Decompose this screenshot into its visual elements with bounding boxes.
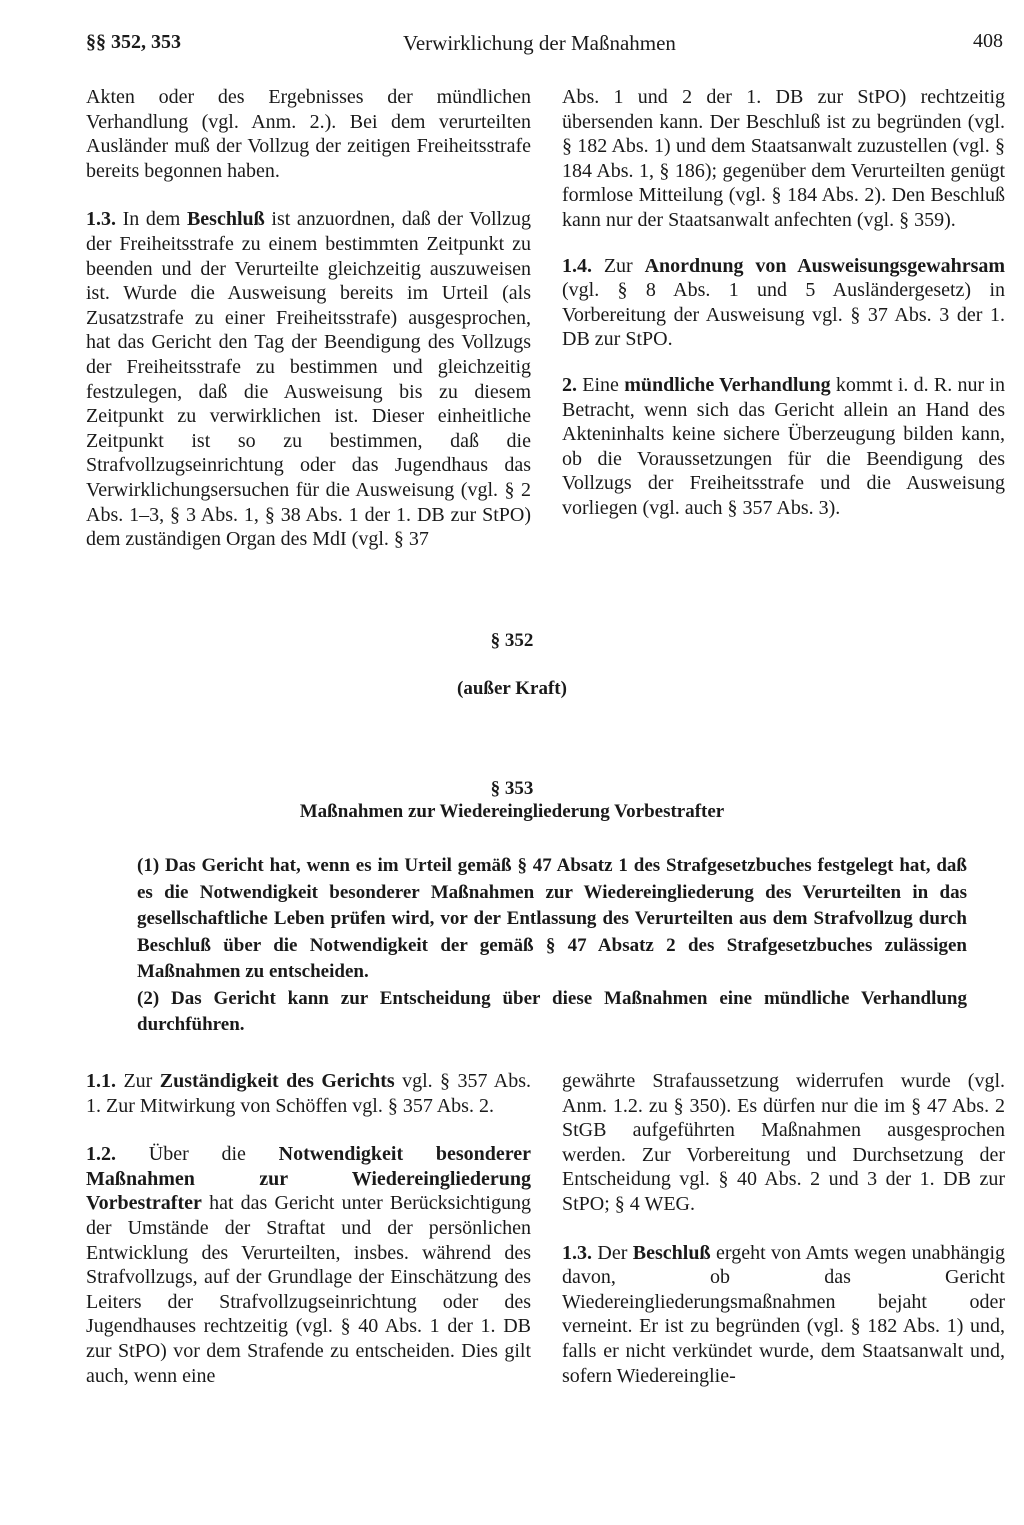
paragraph-1-1 (86, 1069, 531, 1118)
lower-right-column (562, 1069, 1005, 1388)
paragraph-continuation: gewährte Strafaussetzung widerrufen wurde (vgl. Anm. 1.2. zu § 350). Es dürfen nur die im § 47 Abs. 2 StGB aufgeführten Maßnahmen ausgesprochen werden. Zur Vorbereitung und Durchsetzung der Entscheidung vgl. § 40 Abs. 2 und 3 der 1. DB zur StPO; § 4 WEG. (562, 1070, 1005, 1215)
keyword: mündliche Verhandlung (624, 373, 831, 396)
text: Eine (582, 373, 619, 396)
paragraph-number: 1.3. (86, 208, 116, 231)
text: hat das Gericht unter Berücksichtigung der Umstände der Straftat und der persönlichen Entwicklung des Verurteilten, insbes. während des Strafvollzugs, auf der Grundlage der Einschätzung des Leiters der Strafvollzugseinrichtung oder des Jugendhauses rechtzeitig (vgl. § 40 Abs. 1 der 1. DB zur StPO) vor dem Strafende zu entscheiden. Dies gilt auch, wenn eine (86, 1192, 531, 1387)
section-352-title: (außer Kraft) (457, 678, 567, 699)
paragraph-continuation: Abs. 1 und 2 der 1. DB zur StPO) rechtzeitig übersenden kann. Der Beschluß ist zu begründen (vgl. § 182 Abs. 1) und dem Staatsanwalt zuzustellen (vgl. § 184 Abs. 1, § 186); gegenüber dem Verurteilten genügt formlose Mitteilung (vgl. § 184 Abs. 2). Den Beschluß kann nur der Staatsanwalt anfechten (vgl. § 359). (562, 86, 1005, 231)
keyword: Zuständigkeit des Gerichts (159, 1070, 395, 1092)
statute-paragraph-1: (1) Das Gericht hat, wenn es im Urteil gemäß § 47 Absatz 1 des Strafgesetzbuches festgelegt hat, daß es die Notwendigkeit besonderer Maßnahmen zur Wiedereingliederung des Verurteilten in das gesellschaftliche Leben prüfen wird, vor der Entlassung des Verurteilten aus dem Strafvollzug durch Beschluß über die Notwendigkeit der gemäß § 47 Absatz 2 des Strafgesetzbuches zulässigen Maßnahmen zu entscheiden. (137, 855, 967, 982)
text: ergeht von Amts wegen unabhängig davon, ob das Gericht Wiedereingliederungsmaßnahmen bejaht oder verneint. Er ist zu begründen (vgl. § 182 Abs. 1) und, falls er nicht verkündet wurde, dem Staatsanwalt und, sofern Wiedereinglie- (562, 1241, 1005, 1387)
paragraph-1-3 (562, 1241, 1005, 1389)
upper-right-column (562, 85, 1005, 521)
paragraph-number: 1.4. (562, 254, 592, 277)
paragraph-number: 2. (562, 373, 577, 396)
keyword: Notwendigkeit besonderer Maßnahmen zur Wiedereingliederung Vorbestrafter (86, 1143, 532, 1215)
page-number: 408 (973, 30, 1003, 52)
keyword: Beschluß (186, 208, 265, 231)
paragraph-continuation: Akten oder des Ergebnisses der mündlichen Verhandlung (vgl. Anm. 2.). Bei dem verurteilten Ausländer muß der Vollzug der zeitigen Freiheitsstrafe bereits begonnen haben. (86, 86, 531, 182)
statute-text (137, 853, 967, 1039)
paragraph-2 (562, 373, 1005, 521)
paragraph-1-4 (562, 254, 1005, 352)
text: ist anzuordnen, daß der Vollzug der Freiheitsstrafe zu einem bestimmten Zeitpunkt zu beenden und der Verurteilte gleichzeitig auszuweisen ist. Wurde die Ausweisung bereits im Urteil (als Zusatzstrafe zu einer Freiheitsstrafe) ausgesprochen, hat das Gericht den Tag der Beendigung des Vollzugs der Freiheitsstrafe zu bestimmen und gleichzeitig festzulegen, daß die Ausweisung bis zu diesem Zeitpunkt zu verwirklichen ist. Dieser einheitliche Zeitpunkt ist so zu bestimmen, daß die Strafvollzugseinrichtung oder das Jugendhaus das Verwirklichungsersuchen für die Ausweisung (vgl. § 2 Abs. 1–3, § 3 Abs. 1, § 38 Abs. 1 der 1. DB zur StPO) dem zuständigen Organ des MdI (vgl. § 37 (86, 208, 531, 551)
text: Der (597, 1241, 628, 1264)
paragraph-1-3 (86, 207, 531, 551)
section-353-title: Maßnahmen zur Wiedereingliederung Vorbestrafter (299, 801, 725, 822)
section-352-number: § 352 (490, 630, 534, 651)
text: vgl. § 357 Abs. 1. Zur Mitwirkung von Schöffen vgl. § 357 Abs. 2. (86, 1070, 532, 1117)
statute-paragraph-2: (2) Das Gericht kann zur Entscheidung über diese Maßnahmen eine mündliche Verhandlung durchführen. (137, 987, 967, 1035)
running-head-sections: §§ 352, 353 (86, 31, 181, 53)
paragraph-number: 1.3. (562, 1241, 592, 1264)
running-head-title: Verwirklichung der Maßnahmen (403, 31, 676, 55)
text: kommt i. d. R. nur in Betracht, wenn sich das Gericht allein an Hand des Akteninhalts keine sichere Überzeugung bilden kann, ob die Voraussetzungen für die Beendigung des Vollzugs der Freiheitsstrafe und die Ausweisung vorliegen (vgl. auch § 357 Abs. 3). (562, 373, 1005, 519)
paragraph-1-2 (86, 1142, 531, 1388)
text: Über die (148, 1143, 246, 1166)
text: (vgl. § 8 Abs. 1 und 5 Ausländergesetz) in Vorbereitung der Ausweisung vgl. § 37 Abs. 3 der 1. DB zur StPO. (562, 279, 1005, 351)
paragraph-number: 1.1. (86, 1070, 116, 1092)
text: Zur (123, 1070, 153, 1092)
lower-left-column (86, 1069, 531, 1388)
paragraph-number: 1.2. (86, 1143, 116, 1166)
keyword: Anordnung von Ausweisungsgewahrsam (644, 254, 1006, 277)
text: In dem (122, 208, 181, 231)
upper-left-column (86, 85, 531, 552)
text: Zur (603, 254, 633, 277)
keyword: Beschluß (632, 1241, 711, 1264)
section-353-number: § 353 (490, 778, 534, 799)
